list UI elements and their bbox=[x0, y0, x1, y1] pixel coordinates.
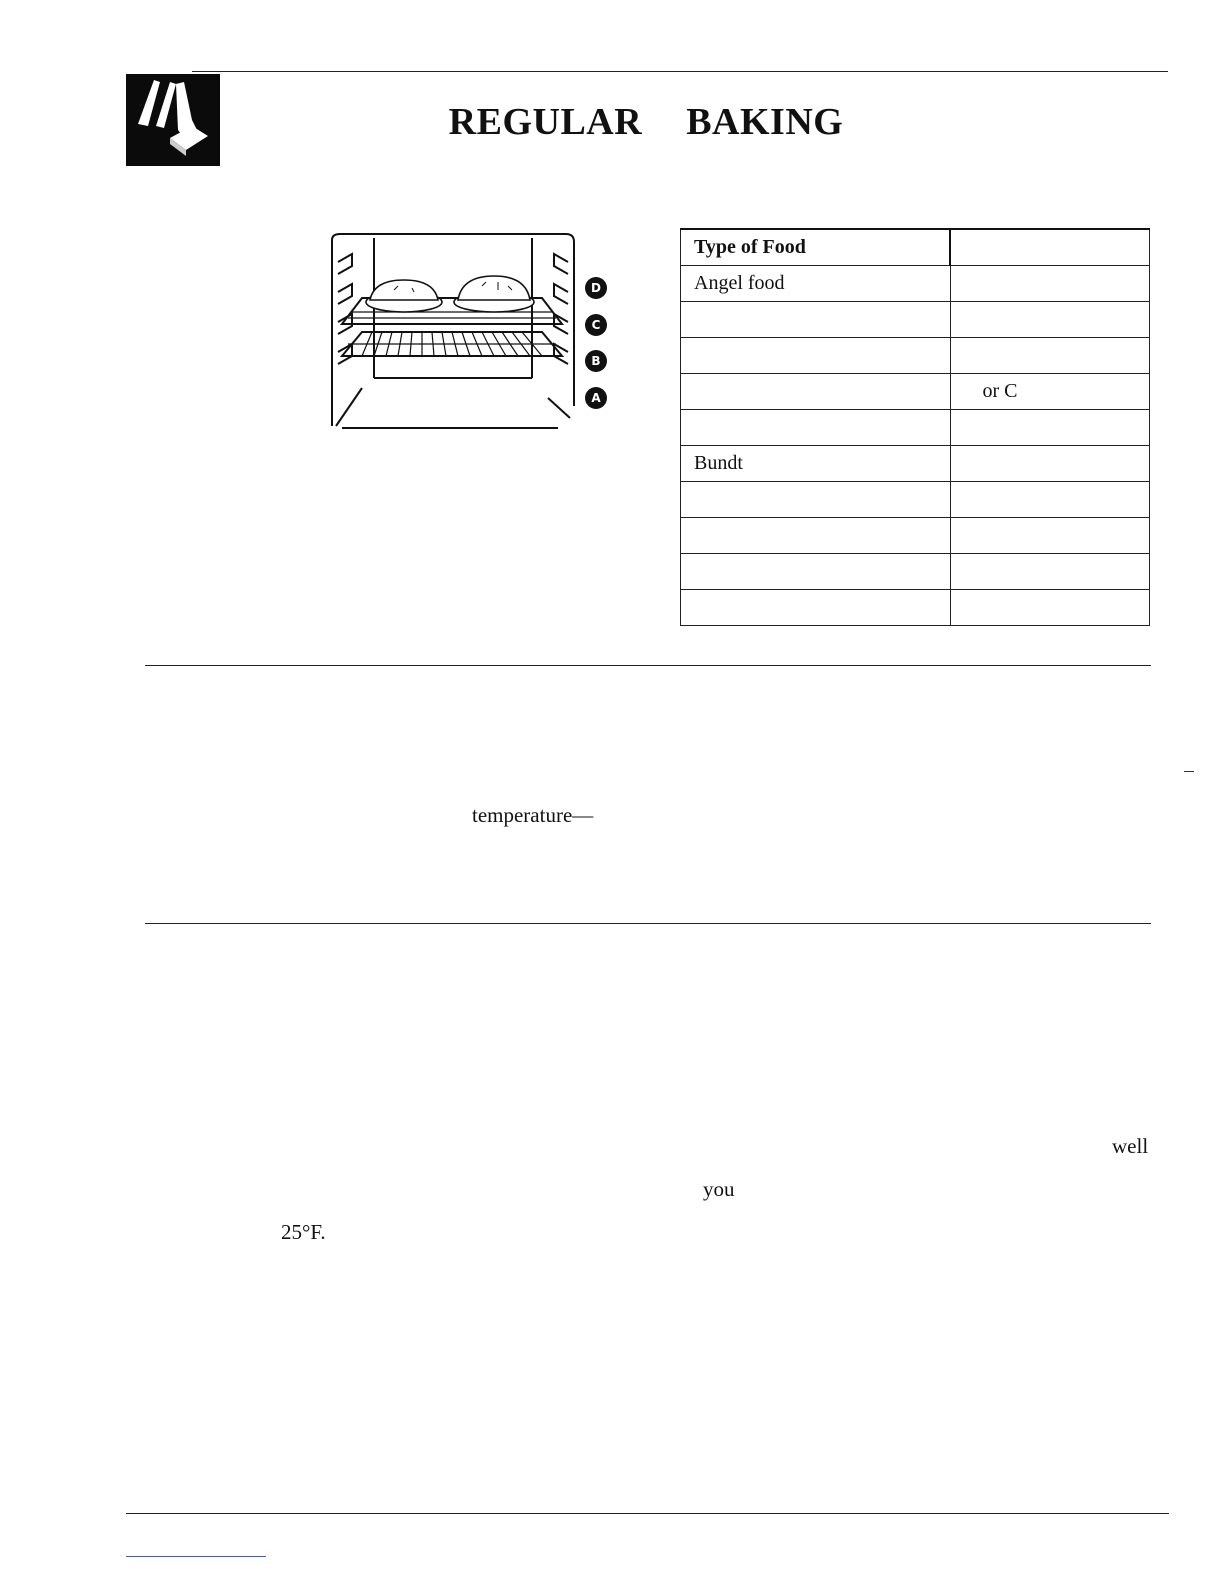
table-header-row bbox=[681, 229, 1150, 266]
table-row bbox=[681, 302, 1150, 338]
table-row bbox=[681, 266, 1150, 302]
cell-second-column bbox=[950, 482, 1150, 518]
text-you: you bbox=[703, 1177, 735, 1201]
table-row bbox=[681, 374, 1150, 410]
rack-label-a: A bbox=[591, 391, 601, 405]
cell-food-type: Angel food bbox=[681, 266, 951, 302]
text-temperature: temperature— bbox=[472, 803, 594, 827]
cell-food-type bbox=[681, 338, 951, 374]
cell-second-column bbox=[950, 554, 1150, 590]
rack-label-b: B bbox=[591, 354, 601, 368]
text-degrees: 25°F. bbox=[281, 1220, 326, 1244]
section-divider-1 bbox=[145, 665, 1151, 666]
cell-second-column bbox=[950, 338, 1150, 374]
title-word-regular: REGULAR bbox=[448, 101, 643, 143]
cell-food-type bbox=[681, 302, 951, 338]
cell-food-type: Bundt bbox=[681, 446, 951, 482]
top-rule bbox=[192, 71, 1168, 72]
bottom-rule bbox=[126, 1513, 1169, 1514]
margin-mark bbox=[1184, 771, 1194, 772]
baking-guide-table bbox=[680, 228, 1150, 626]
footer-link-underline[interactable] bbox=[126, 1556, 266, 1557]
header-second-column bbox=[950, 229, 1150, 266]
cell-food-type bbox=[681, 374, 951, 410]
rack-label-c: C bbox=[591, 318, 601, 332]
cell-second-column bbox=[950, 302, 1150, 338]
table-row bbox=[681, 482, 1150, 518]
table-row bbox=[681, 554, 1150, 590]
cell-food-type bbox=[681, 482, 951, 518]
text-well: well bbox=[1112, 1134, 1149, 1158]
page-title bbox=[0, 100, 1224, 144]
cell-second-column: or C bbox=[950, 374, 1150, 410]
section-divider-2 bbox=[145, 923, 1151, 924]
cell-second-column bbox=[950, 410, 1150, 446]
cell-food-type bbox=[681, 554, 951, 590]
cell-food-type bbox=[681, 518, 951, 554]
table-row bbox=[681, 338, 1150, 374]
table-row bbox=[681, 590, 1150, 626]
cell-food-type bbox=[681, 590, 951, 626]
cell-second-column bbox=[950, 518, 1150, 554]
cell-second-column bbox=[950, 590, 1150, 626]
cell-second-column bbox=[950, 446, 1150, 482]
table-row bbox=[681, 518, 1150, 554]
cell-second-column bbox=[950, 266, 1150, 302]
rack-label-d: D bbox=[591, 281, 601, 295]
oven-illustration bbox=[322, 228, 622, 438]
table-row bbox=[681, 446, 1150, 482]
table-row bbox=[681, 410, 1150, 446]
header-type-of-food: Type of Food bbox=[681, 229, 951, 266]
title-word-baking: BAKING bbox=[686, 101, 844, 143]
cell-food-type bbox=[681, 410, 951, 446]
